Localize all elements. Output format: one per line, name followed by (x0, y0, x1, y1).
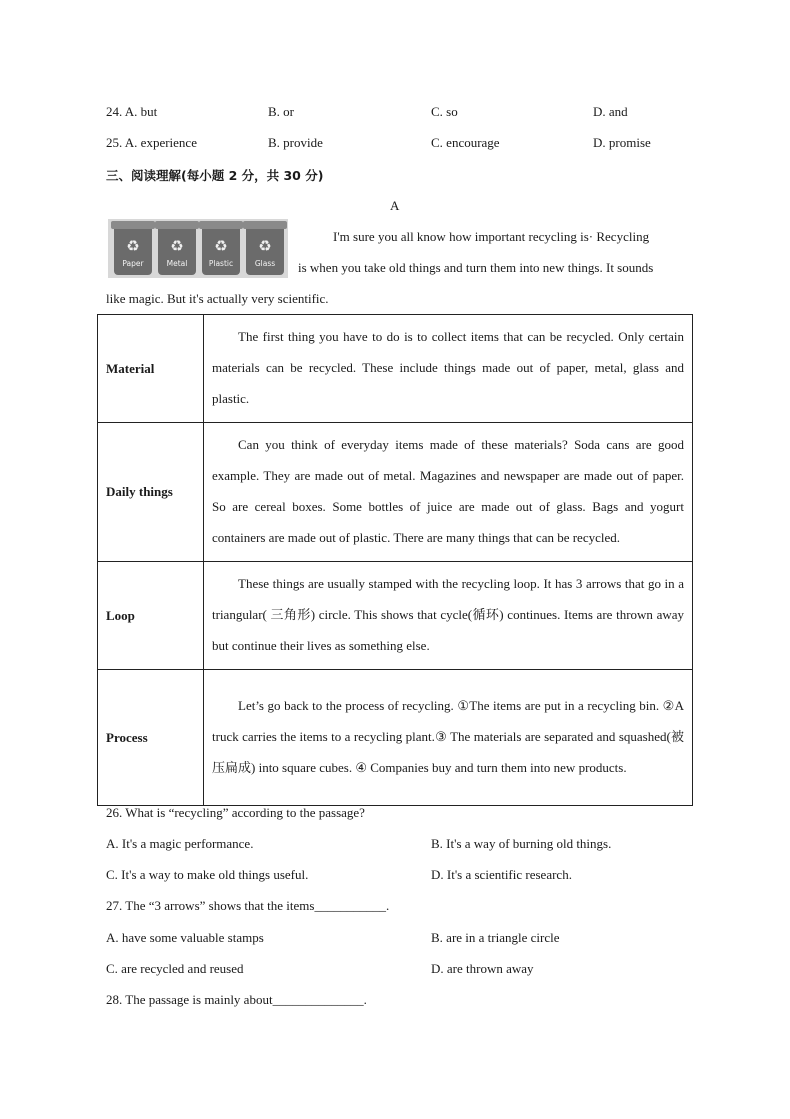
q27-option-a: A. have some valuable stamps (106, 930, 264, 945)
q26-option-c: C. It's a way to make old things useful. (106, 867, 309, 882)
row-label: Process (98, 670, 204, 806)
recycle-icon: ♻ (126, 237, 140, 255)
q24-option-c: C. so (431, 104, 458, 119)
q24-option-a: 24. A. but (106, 104, 158, 119)
recycling-table (97, 314, 693, 806)
q26-option-a: A. It's a magic performance. (106, 836, 254, 851)
question-25-options (106, 135, 706, 153)
q26-option-b: B. It's a way of burning old things. (431, 836, 612, 851)
intro-line-1: I'm sure you all know how important recycling is· Recycling (333, 229, 650, 244)
q24-option-d: D. and (593, 104, 628, 119)
bin-label: Glass (254, 259, 276, 268)
recycle-icon: ♻ (170, 237, 184, 255)
row-label: Loop (98, 562, 204, 670)
q27-option-d: D. are thrown away (431, 961, 534, 976)
q25-option-d: D. promise (593, 135, 651, 150)
question-24-options (106, 104, 706, 122)
q28-stem: 28. The passage is mainly about______________. (106, 992, 367, 1007)
bin-label: Plastic (208, 259, 234, 268)
passage-letter: A (390, 198, 400, 213)
table-row (98, 562, 693, 670)
intro-line-3: like magic. But it's actually very scientific. (106, 291, 329, 306)
section-title: 三、阅读理解(每小题 2 分，共 30 分) (106, 168, 324, 183)
table-row (98, 315, 693, 423)
q27-option-b: B. are in a triangle circle (431, 930, 560, 945)
row-content: These things are usually stamped with the recycling loop. It has 3 arrows that go in a triangular( 三角形) circle. This shows that cycle(循环) continues. Items are thrown away but continue their lives as something else. (204, 562, 693, 670)
glass-bin (246, 223, 284, 275)
q26-stem: 26. What is “recycling” according to the passage? (106, 805, 365, 820)
recycle-icon: ♻ (214, 237, 228, 255)
metal-bin (158, 223, 196, 275)
bin-label: Metal (166, 259, 188, 268)
q25-option-c: C. encourage (431, 135, 500, 150)
q25-option-b: B. provide (268, 135, 323, 150)
row-content: The first thing you have to do is to collect items that can be recycled. Only certain materials can be recycled. These include things made out of paper, metal, glass and plastic. (204, 315, 693, 423)
recycling-bins-image (108, 219, 288, 278)
row-label: Daily things (98, 423, 204, 562)
q27-stem: 27. The “3 arrows” shows that the items___________. (106, 898, 390, 913)
row-label: Material (98, 315, 204, 423)
row-content: Can you think of everyday items made of these materials? Soda cans are good example. They are made out of metal. Magazines and newspaper are made out of paper. So are cereal boxes. Some bottles of juice are made out of glass. Bags and yogurt containers are made out of plastic. There are many things that can be recycled. (204, 423, 693, 562)
q26-option-d: D. It's a scientific research. (431, 867, 572, 882)
row-content: Let’s go back to the process of recycling. ①The items are put in a recycling bin. ②A truck carries the items to a recycling plant.③ The materials are separated and squashed(被压扁成) into square cubes. ④ Companies buy and turn them into new products. (204, 670, 693, 806)
bin-label: Paper (122, 259, 144, 268)
table-row (98, 670, 693, 806)
plastic-bin (202, 223, 240, 275)
q25-option-a: 25. A. experience (106, 135, 197, 150)
q24-option-b: B. or (268, 104, 294, 119)
q27-option-c: C. are recycled and reused (106, 961, 244, 976)
table-row (98, 423, 693, 562)
paper-bin (114, 223, 152, 275)
intro-line-2: is when you take old things and turn them into new things. It sounds (298, 260, 654, 275)
recycle-icon: ♻ (258, 237, 272, 255)
